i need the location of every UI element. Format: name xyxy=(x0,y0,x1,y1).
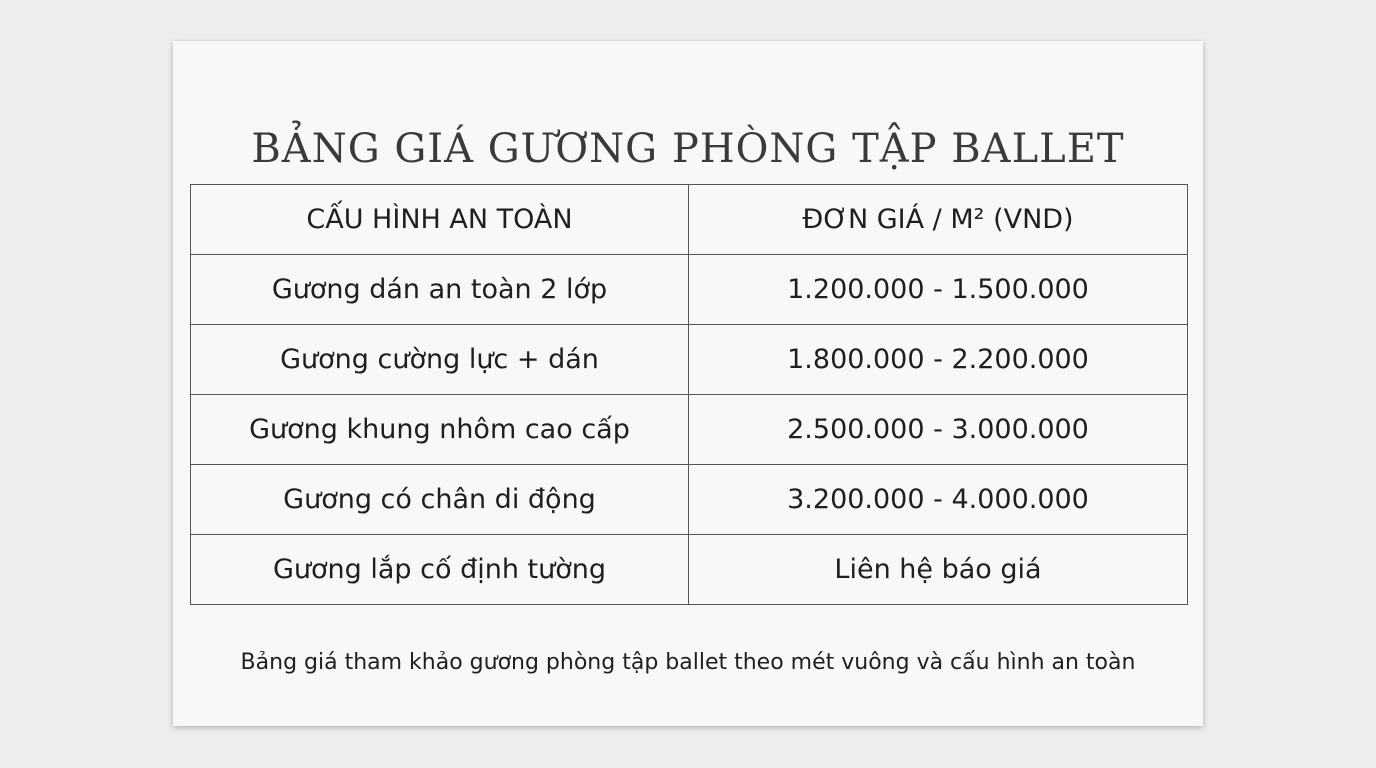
cell-price: 2.500.000 - 3.000.000 xyxy=(689,395,1188,465)
price-table xyxy=(190,184,1188,605)
cell-configuration: Gương có chân di động xyxy=(191,465,689,535)
cell-configuration: Gương cường lực + dán xyxy=(191,325,689,395)
table-row xyxy=(191,535,1188,605)
table-row xyxy=(191,325,1188,395)
cell-configuration: Gương dán an toàn 2 lớp xyxy=(191,255,689,325)
cell-configuration: Gương khung nhôm cao cấp xyxy=(191,395,689,465)
price-card xyxy=(173,41,1203,726)
cell-configuration: Gương lắp cố định tường xyxy=(191,535,689,605)
header-configuration: CẤU HÌNH AN TOÀN xyxy=(191,185,689,255)
table-header-row xyxy=(191,185,1188,255)
header-unit-price: ĐƠN GIÁ / M² (VND) xyxy=(689,185,1188,255)
table-caption: Bảng giá tham khảo gương phòng tập ballet theo mét vuông và cấu hình an toàn xyxy=(240,650,1136,675)
cell-price: 1.200.000 - 1.500.000 xyxy=(689,255,1188,325)
page-title: BẢNG GIÁ GƯƠNG PHÒNG TẬP BALLET xyxy=(251,126,1125,172)
cell-price: Liên hệ báo giá xyxy=(689,535,1188,605)
table-row xyxy=(191,465,1188,535)
cell-price: 3.200.000 - 4.000.000 xyxy=(689,465,1188,535)
table-row xyxy=(191,255,1188,325)
table-row xyxy=(191,395,1188,465)
cell-price: 1.800.000 - 2.200.000 xyxy=(689,325,1188,395)
